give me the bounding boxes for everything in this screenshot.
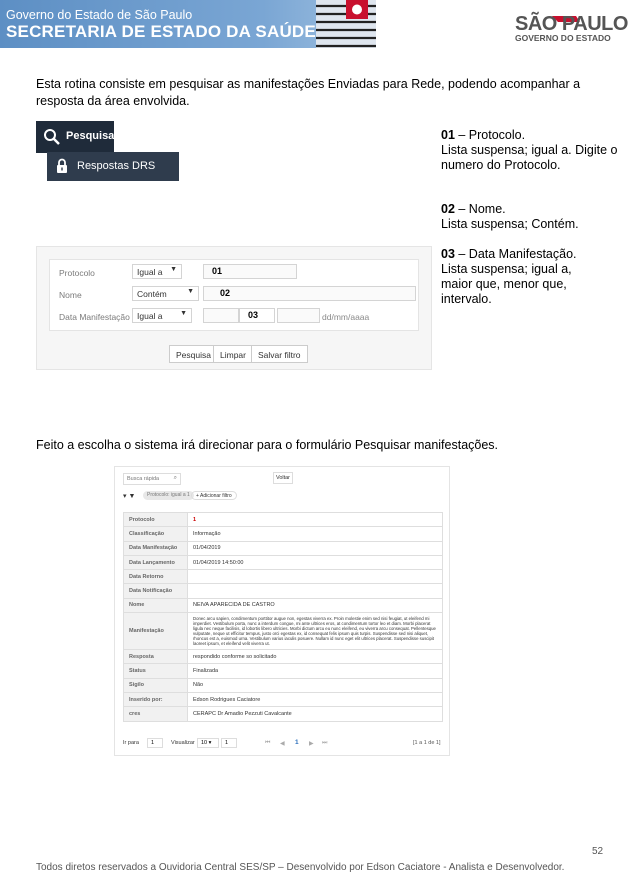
protocolo-input[interactable]: 01 <box>203 264 297 279</box>
row-key: Manifestação <box>124 613 188 650</box>
chevron-down-icon: ▼ <box>187 288 194 295</box>
row-value: NEIVA APARECIDA DE CASTRO <box>188 598 443 612</box>
quick-search-placeholder: Busca rápida <box>127 476 160 482</box>
table-row <box>124 613 443 650</box>
row-value: respondido conforme so solicitado <box>188 650 443 664</box>
first-page-icon[interactable]: ⏮ <box>265 740 271 746</box>
row-key: Inserido por: <box>124 692 188 706</box>
row-key: Protocolo <box>124 513 188 527</box>
table-row <box>124 678 443 692</box>
visualizar-label: Visualizar <box>171 740 195 746</box>
next-page-icon[interactable]: ▶ <box>309 741 314 747</box>
data-manifestacao-label: Data Manifestação <box>59 312 130 322</box>
search-icon: ⌕ <box>173 475 177 481</box>
search-form <box>36 246 432 370</box>
menu-pesquisar[interactable] <box>36 121 119 153</box>
note-02 <box>441 202 621 232</box>
logo-name: SÃO PAULO <box>515 13 628 35</box>
table-row <box>124 584 443 598</box>
table-row <box>124 570 443 584</box>
search-icon <box>43 128 61 146</box>
data-operator-value: Igual a <box>137 311 163 321</box>
row-value: Não <box>188 678 443 692</box>
quick-search-input[interactable] <box>123 473 181 485</box>
data-placeholder: dd/mm/aaaa <box>322 312 370 322</box>
intro-paragraph: Esta rotina consiste em pesquisar as manifestações Enviadas para Rede, podendo acompanhar a resposta da área envolvida. <box>36 77 581 108</box>
row-value <box>188 570 443 584</box>
row-value: CERAPC Dr Amadio Pezzuti Cavalcante <box>188 707 443 721</box>
menu-pesquisar-label: Pesquisar <box>66 130 119 142</box>
manifestation-detail-table <box>123 512 443 722</box>
add-filter-button[interactable]: + Adicionar filtro <box>191 491 237 500</box>
nome-label: Nome <box>59 290 82 300</box>
ir-para-label: Ir para <box>123 740 139 746</box>
data-operator-select[interactable] <box>132 308 192 323</box>
protocolo-operator-value: Igual a <box>137 267 163 277</box>
row-key: Nome <box>124 598 188 612</box>
note-01-number: 01 <box>441 128 455 142</box>
table-row <box>124 664 443 678</box>
last-page-icon[interactable]: ⏭ <box>322 740 328 746</box>
note-03 <box>441 247 601 307</box>
pesquisa-button[interactable]: Pesquisa <box>169 345 218 363</box>
result-screenshot <box>114 466 450 756</box>
row-key: Data Lançamento <box>124 555 188 569</box>
table-row <box>124 527 443 541</box>
nome-input[interactable]: 02 <box>203 286 416 301</box>
menu-respostas-drs-label: Respostas DRS <box>77 160 156 172</box>
row-value: Finalizada <box>188 664 443 678</box>
row-key: Data Notificação <box>124 584 188 598</box>
table-row <box>124 598 443 612</box>
table-row <box>124 650 443 664</box>
note-03-number: 03 <box>441 247 455 261</box>
redirect-paragraph: Feito a escolha o sistema irá direcionar para o formulário Pesquisar manifestações. <box>36 438 499 452</box>
row-key: Sigilo <box>124 678 188 692</box>
row-key: Classificação <box>124 527 188 541</box>
header-government-line: Governo do Estado de São Paulo <box>6 8 193 22</box>
row-value: 01/04/2019 <box>188 541 443 555</box>
note-03-body: Lista suspensa; igual a, maior que, menor que, intervalo. <box>441 262 572 306</box>
row-value <box>188 584 443 598</box>
note-02-title: – Nome. <box>454 202 506 216</box>
row-key: Data Retorno <box>124 570 188 584</box>
current-page[interactable]: 1 <box>295 739 299 746</box>
nome-operator-value: Contém <box>137 289 167 299</box>
footer-text: Todos diretos reservados a Ouvidoria Central SES/SP – Desenvolvido por Edson Caciatore - Analista e Desenvolvedor. <box>36 862 565 873</box>
filter-icon: ▾ ▼ <box>123 493 136 500</box>
data-input-end[interactable] <box>277 308 320 323</box>
table-row <box>124 513 443 527</box>
note-02-body: Lista suspensa; Contém. <box>441 217 579 231</box>
limpar-button[interactable]: Limpar <box>213 345 253 363</box>
sp-flag-icon <box>316 0 376 48</box>
row-value: 01/04/2019 14:50:00 <box>188 555 443 569</box>
table-row <box>124 692 443 706</box>
note-01-title: – Protocolo. <box>454 128 526 142</box>
chevron-down-icon: ▼ <box>180 310 187 317</box>
row-value: Donec arcu sapien, condimentum porttitor augue non, egestas viverra ex. Proin molestie enim sed nisi feugiat, ut eleifend mi imperdiet. Vestibulum porta, nunc a interdum congue, mi ante ultrices eros, at condimentum tortor leo et diam. Morbi placerat ligula nec neque facilisis, id lobortis libero ultricies. Morbi dictum arcu eu nunc eleifend, eu viverra arcu consequat. Pellentesque vulputate, neque ut efficitur tempus, justo orci egestas ex, id consequat felis ipsum quis turpis. Suspendisse sed nisi aliquet, rhoncus est a, euismod urna. Vestibulum varius iaculis posuere. Nullam id nunc eget elit ultrices placerat. Suspendisse suscipit laoreet ipsum, et eleifend velit viverra ut. <box>188 613 443 650</box>
chevron-down-icon: ▼ <box>170 266 177 273</box>
note-03-title: – Data Manifestação. <box>454 247 577 261</box>
prev-page-icon[interactable]: ◀ <box>280 741 285 747</box>
note-01 <box>441 128 621 173</box>
row-value: Edson Rodrigues Caciatore <box>188 692 443 706</box>
row-key: Status <box>124 664 188 678</box>
row-key: Data Manifestação <box>124 541 188 555</box>
voltar-button[interactable]: Voltar <box>273 472 293 484</box>
search-form-fields <box>49 259 419 331</box>
row-key: cres <box>124 707 188 721</box>
per-page-extra[interactable]: 1 <box>221 738 237 748</box>
note-02-number: 02 <box>441 202 455 216</box>
page-number: 52 <box>592 846 604 857</box>
table-row <box>124 707 443 721</box>
nome-operator-select[interactable] <box>132 286 199 301</box>
row-key: Resposta <box>124 650 188 664</box>
note-01-body: Lista suspensa; igual a. Digite o numero do Protocolo. <box>441 143 618 172</box>
per-page-select[interactable]: 10 ▾ <box>197 738 219 748</box>
menu-respostas-drs[interactable] <box>47 152 179 181</box>
table-row <box>124 555 443 569</box>
table-row <box>124 541 443 555</box>
protocolo-operator-select[interactable] <box>132 264 182 279</box>
filter-chip[interactable]: Protocolo: igual a 1 <box>143 491 194 500</box>
logo-subtitle: GOVERNO DO ESTADO <box>515 33 611 43</box>
row-value: 1 <box>188 513 443 527</box>
protocolo-label: Protocolo <box>59 268 95 278</box>
row-value: Informação <box>188 527 443 541</box>
ir-para-input[interactable]: 1 <box>147 738 163 748</box>
header-secretaria-title: SECRETARIA DE ESTADO DA SAÚDE <box>6 22 316 41</box>
page-range: [1 a 1 de 1] <box>413 740 441 746</box>
data-input-blank[interactable] <box>203 308 239 323</box>
data-input[interactable]: 03 <box>239 308 275 323</box>
per-page-value: 10 <box>201 740 208 746</box>
salvar-filtro-button[interactable]: Salvar filtro <box>251 345 308 363</box>
lock-icon <box>56 158 68 174</box>
